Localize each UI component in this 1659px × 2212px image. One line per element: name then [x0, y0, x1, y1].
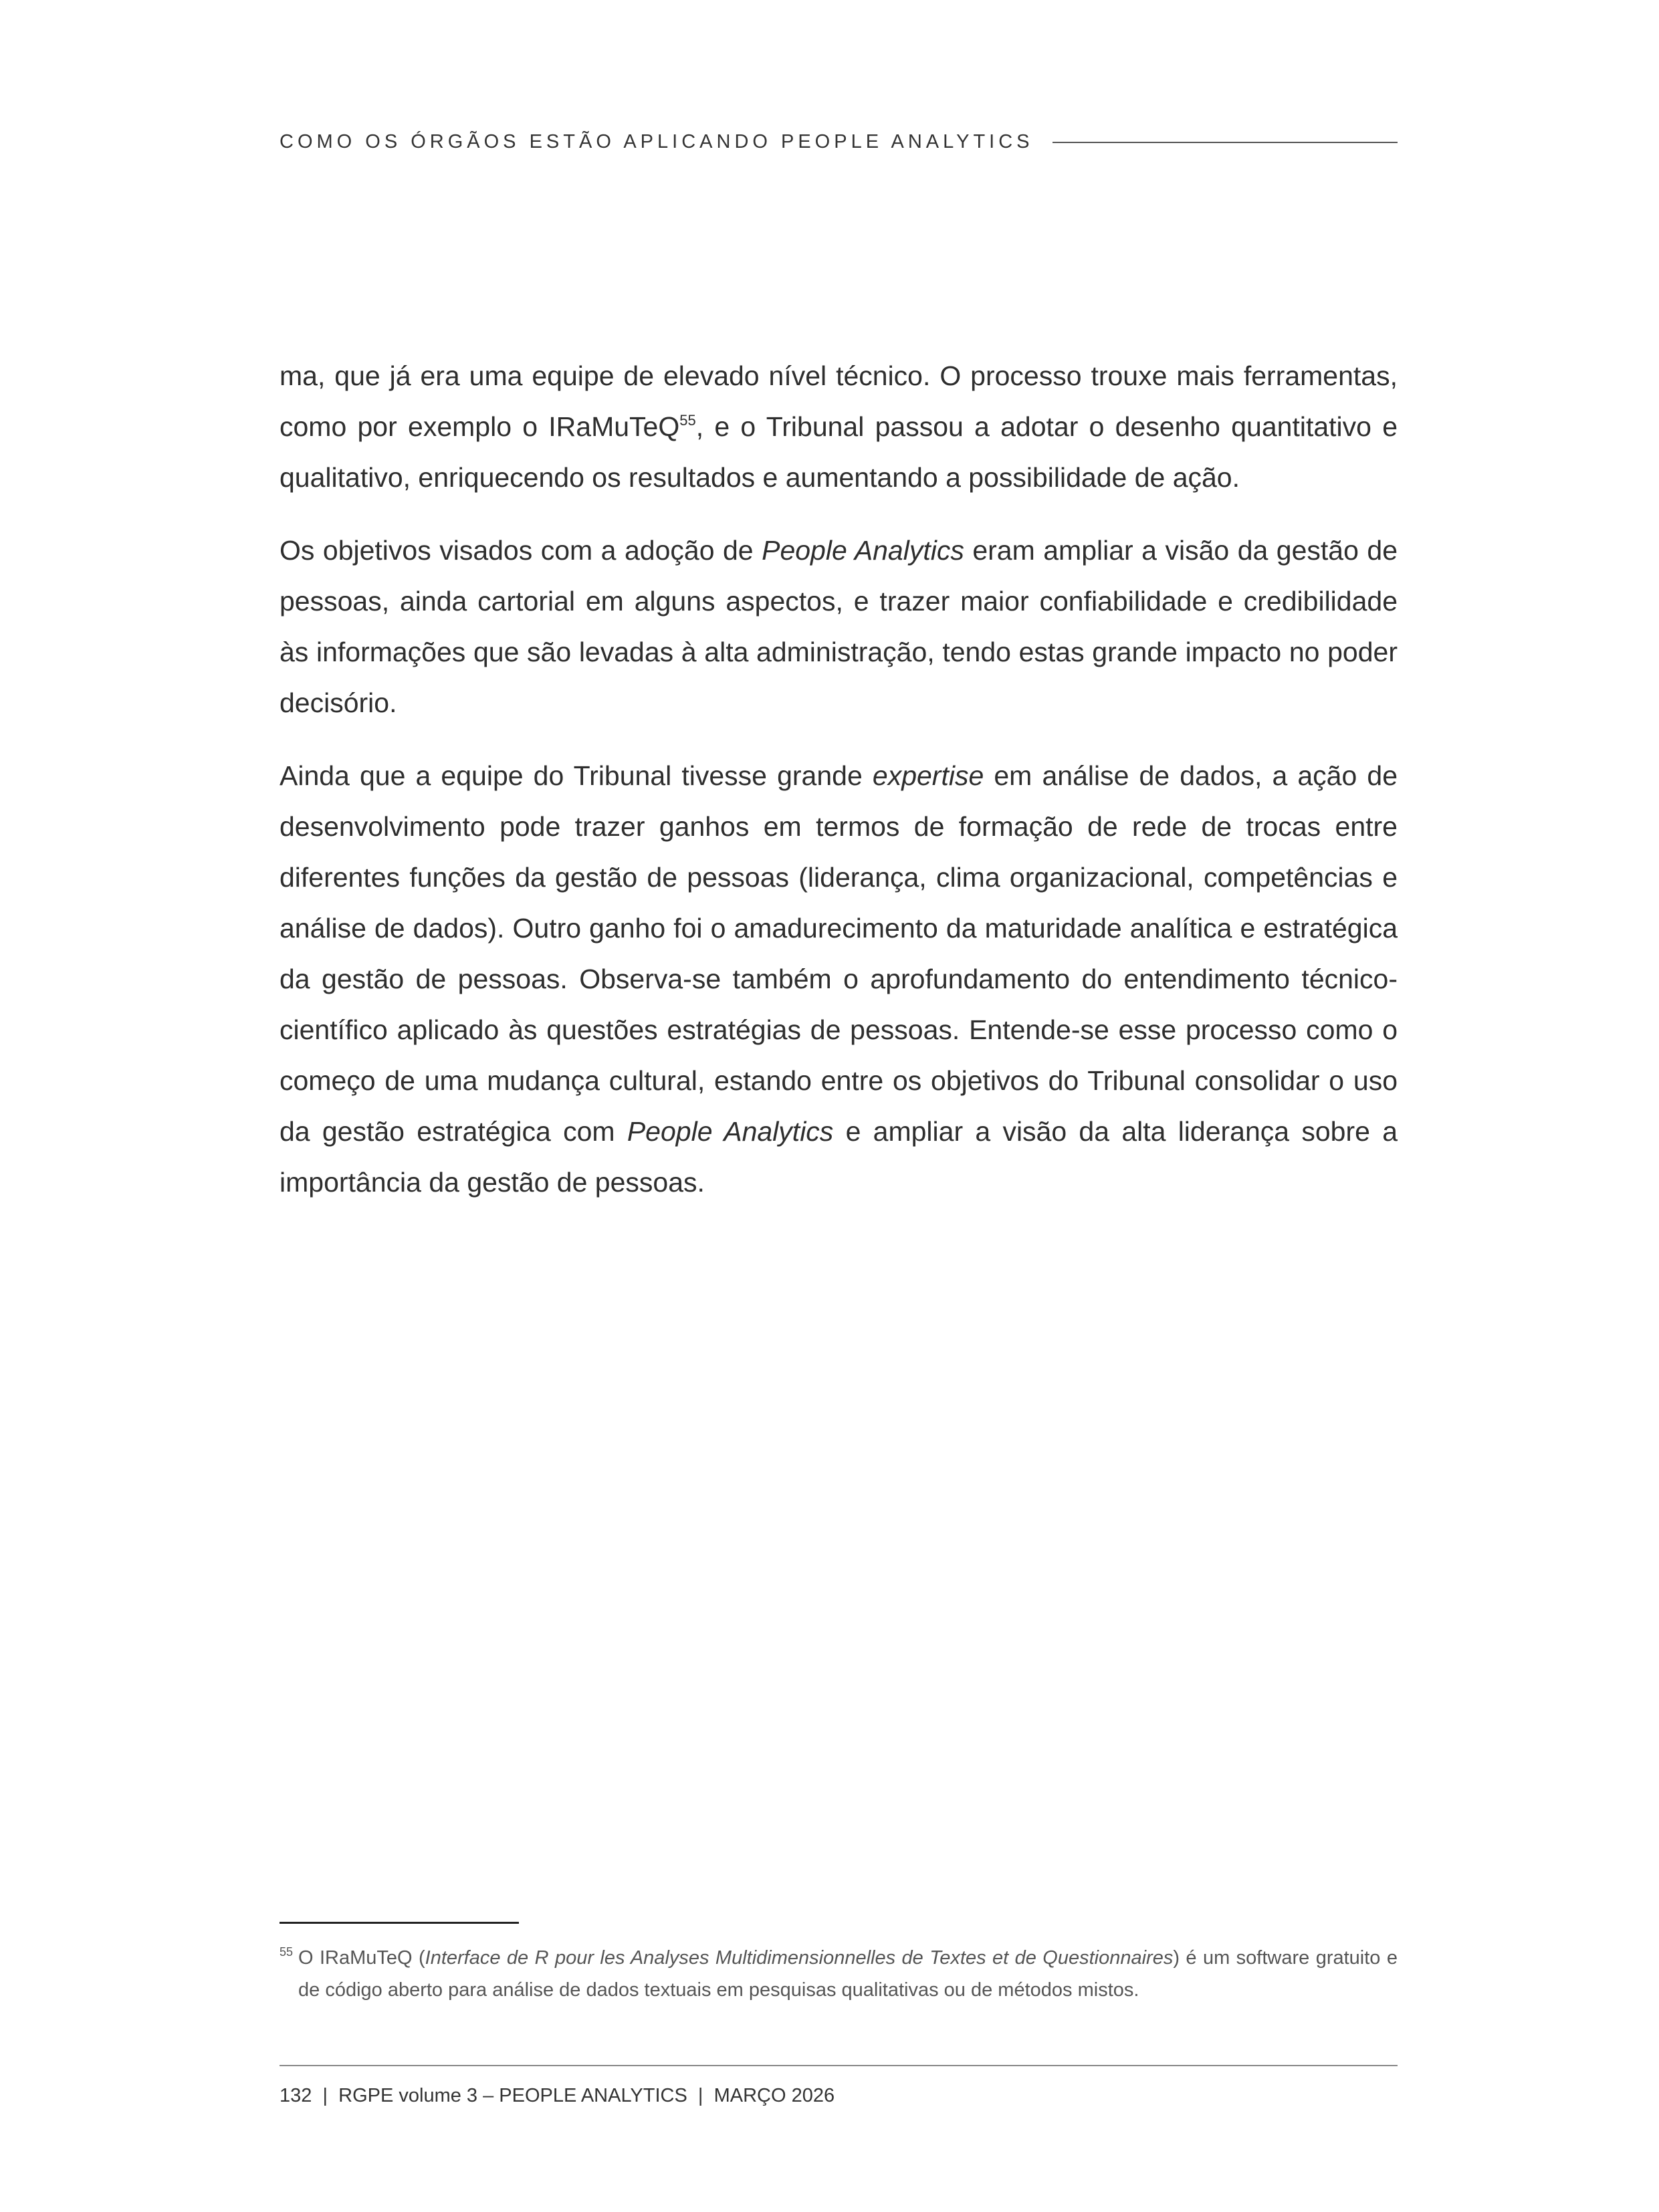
running-header-title: COMO OS ÓRGÃOS ESTÃO APLICANDO PEOPLE ANALYTICS — [280, 131, 1034, 152]
paragraph-2-text-a: Os objetivos visados com a adoção de — [280, 535, 762, 566]
footnote-text-a: O IRaMuTeQ ( — [298, 1947, 425, 1969]
paragraph-3-text-a: Ainda que a equipe do Tribunal tivesse grande — [280, 760, 873, 791]
body-text — [280, 350, 1398, 1230]
paragraph-3-emphasis-1: expertise — [872, 760, 984, 791]
footnote-separator — [280, 1922, 519, 1924]
footnote — [280, 1942, 1398, 2006]
paragraph-3 — [280, 750, 1398, 1208]
running-header — [280, 131, 1398, 153]
paragraph-3-text-c: e ampliar a visão da alta liderança sobre a importância da gestão de pessoas. — [280, 1116, 1398, 1198]
running-header-rule — [1053, 142, 1398, 143]
footer-rule — [280, 2065, 1398, 2066]
footnote-text — [298, 1942, 1398, 2006]
paragraph-1 — [280, 350, 1398, 503]
paragraph-2-emphasis: People Analytics — [762, 535, 964, 566]
paragraph-3-emphasis-2: People Analytics — [627, 1116, 834, 1147]
page-footer: 132 | RGPE volume 3 – PEOPLE ANALYTICS | MARÇO 2026 — [280, 2085, 835, 2106]
footnote-reference: 55 — [679, 412, 696, 429]
paragraph-2-text-b: eram ampliar a visão da gestão de pessoas, ainda cartorial em alguns aspectos, e trazer maior confiabilidade e credibilidade às informações que são levadas à alta administração, tendo estas grande impacto no poder decisório. — [280, 535, 1398, 718]
footnote-text-b: ) é um software gratuito e de código aberto para análise de dados textuais em pesquisas qualitativas ou de métodos mistos. — [298, 1947, 1398, 2001]
paragraph-3-text-b: em análise de dados, a ação de desenvolvimento pode trazer ganhos em termos de formação de rede de trocas entre diferentes funções da gestão de pessoas (liderança, clima organizacional, competências e análise de dados). Outro ganho foi o amadurecimento da maturidade analítica e estratégica da gestão de pessoas. Observa-se também o aprofundamento do entendimento técnico-científico aplicado às questões estratégias de pessoas. Entende-se esse processo como o começo de uma mudança cultural, estando entre os objetivos do Tribunal consolidar o uso da gestão estratégica com — [280, 760, 1398, 1147]
footnote-number: 55 — [280, 1945, 294, 1959]
paragraph-1-text-a: ma, que já era uma equipe de elevado nível técnico. O processo trouxe mais ferramentas, como por exemplo o IRaMuTeQ — [280, 360, 1398, 442]
paragraph-2 — [280, 525, 1398, 728]
paragraph-1-text-b: , e o Tribunal passou a adotar o desenho quantitativo e qualitativo, enriquecendo os resultados e aumentando a possibilidade de ação. — [280, 411, 1398, 493]
footnote-emphasis: Interface de R pour les Analyses Multidimensionnelles de Textes et de Questionnaires — [425, 1947, 1174, 1969]
